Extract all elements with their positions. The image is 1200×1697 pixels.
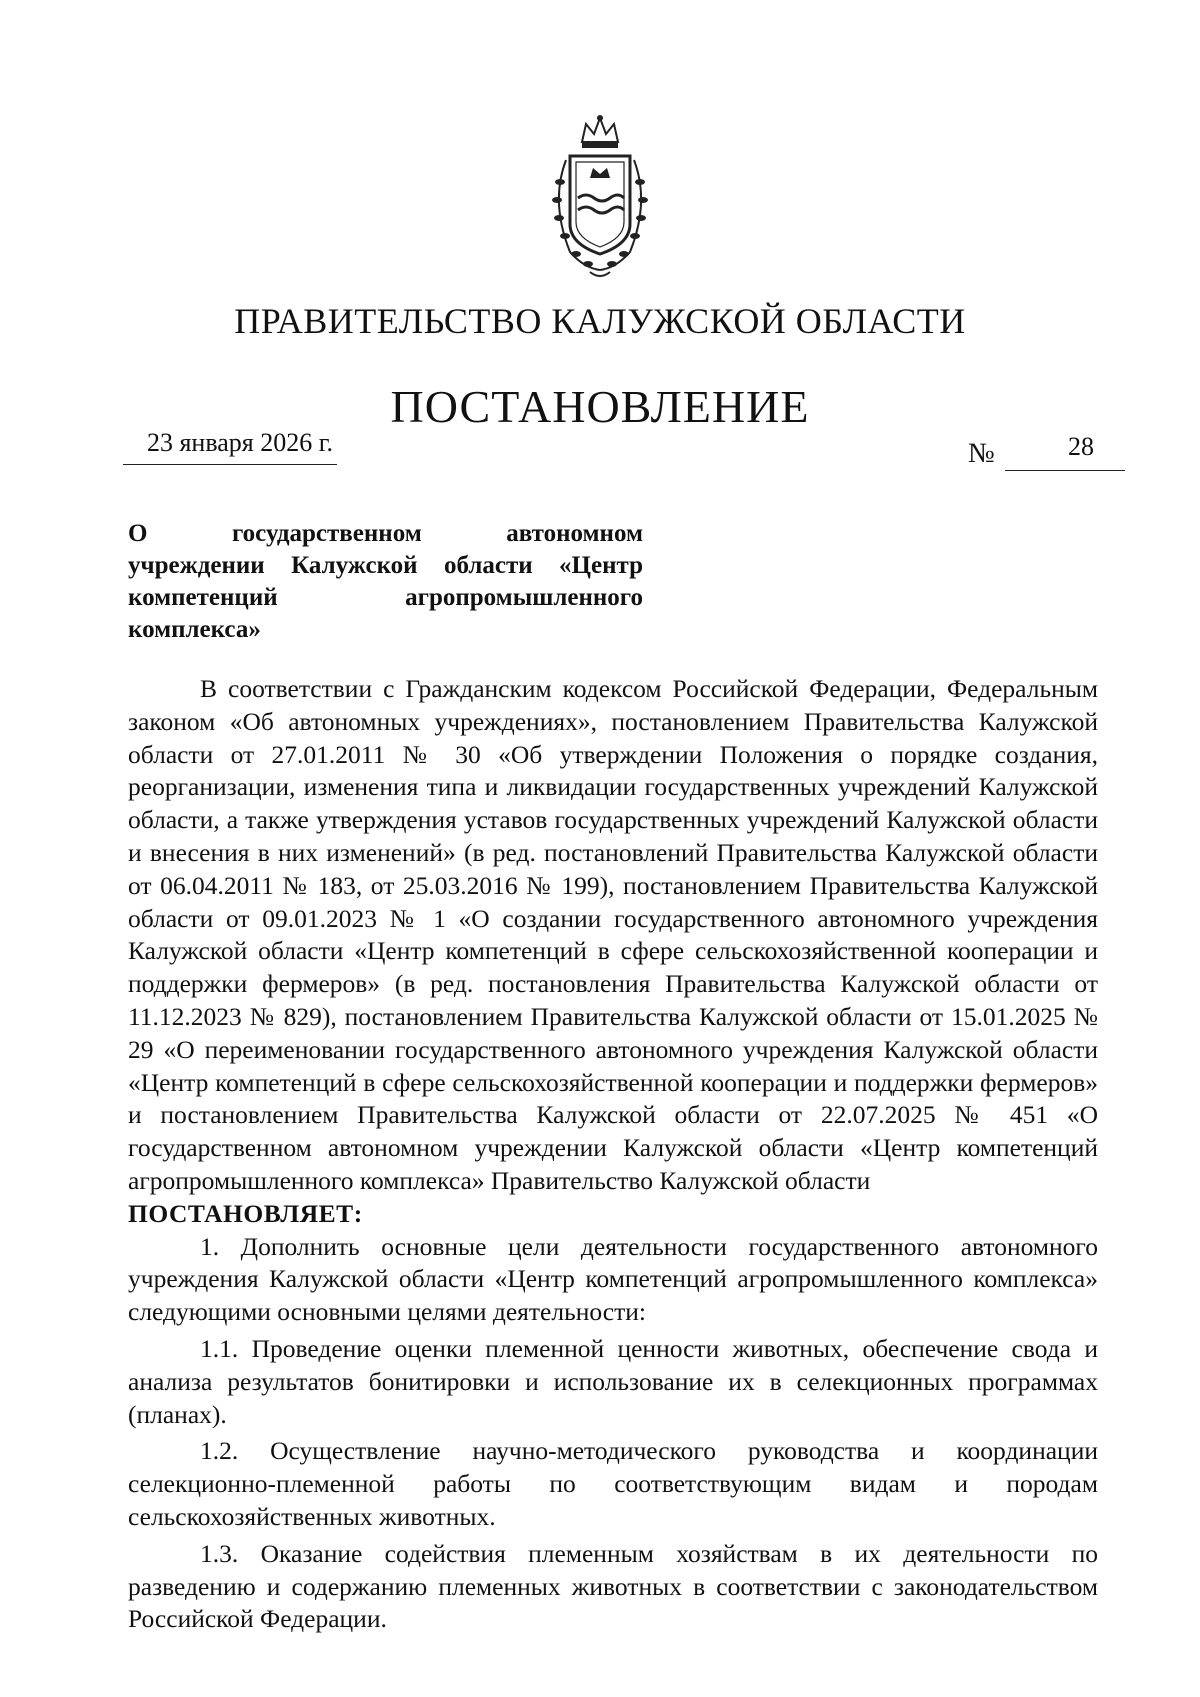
document-number: 28 bbox=[1068, 432, 1094, 461]
number-label: № bbox=[968, 438, 995, 469]
subject-line: компетенций агропромышленного bbox=[128, 584, 643, 611]
document-body bbox=[128, 673, 1098, 1636]
item-paragraph: 1. Дополнить основные цели деятельности государственного автономного учреждения Калужской области «Центр компетенций агропромышленного комплекса» следующими основными целями деятельности: bbox=[128, 1231, 1098, 1327]
organization-title: ПРАВИТЕЛЬСТВО КАЛУЖСКОЙ ОБЛАСТИ bbox=[234, 301, 966, 341]
decree-word: ПОСТАНОВЛЯЕТ: bbox=[128, 1198, 363, 1228]
date-underline bbox=[123, 464, 337, 465]
subject-line: комплекса» bbox=[128, 616, 261, 643]
preamble-paragraph: В соответствии с Гражданским кодексом Российской Федерации, Федеральным законом «Об автономных учреждениях», постановлением Правительства Калужской области от 27.01.2011 № 30 «Об утверждении Положения о порядке создания, реорганизации, изменения типа и ликвидации государственных учреждений Калужской области, а также утверждения уставов государственных учреждений Калужской области и внесения в них изменений» (в ред. постановлений Правительства Калужской области от 06.04.2011 № 183, от 25.03.2016 № 199), постановлением Правительства Калужской области от 09.01.2023 № 1 «О создании государственного автономного учреждения Калужской области «Центр компетенций в сфере сельскохозяйственной кооперации и поддержки фермеров» (в ред. постановления Правительства Калужской области от 11.12.2023 № 829), постановлением Правительства Калужской области от 15.01.2025 № 29 «О переименовании государственного автономного учреждения Калужской области «Центр компетенций в сфере сельскохозяйственной кооперации и поддержки фермеров» и постановлением Правительства Калужской области от 22.07.2025 № 451 «О государственном автономном учреждении Калужской области «Центр компетенций агропромышленного комплекса» Правительство Калужской области bbox=[128, 674, 1098, 1195]
item-paragraph: 1.1. Проведение оценки племенной ценности животных, обеспечение свода и анализа результатов бонитировки и использование их в селекционных программах (планах). bbox=[128, 1333, 1098, 1429]
subject-line: О государственном автономном bbox=[128, 520, 643, 547]
number-underline bbox=[1005, 470, 1125, 471]
item-paragraph: 1.3. Оказание содействия племенным хозяйствам в их деятельности по разведению и содержанию племенных животных в соответствии с законодательством Российской Федерации. bbox=[128, 1538, 1098, 1634]
document-date: 23 января 2026 г. bbox=[146, 428, 333, 457]
item-paragraph: 1.2. Осуществление научно-методического руководства и координации селекционно-племенной работы по соответствующим видам и породам сельскохозяйственных животных. bbox=[128, 1436, 1098, 1531]
kaluga-coat-of-arms-icon bbox=[540, 112, 660, 282]
document-type-heading: ПОСТАНОВЛЕНИЕ bbox=[390, 381, 810, 432]
subject-line: учреждении Калужской области «Центр bbox=[128, 552, 643, 579]
document-subject bbox=[128, 518, 643, 646]
